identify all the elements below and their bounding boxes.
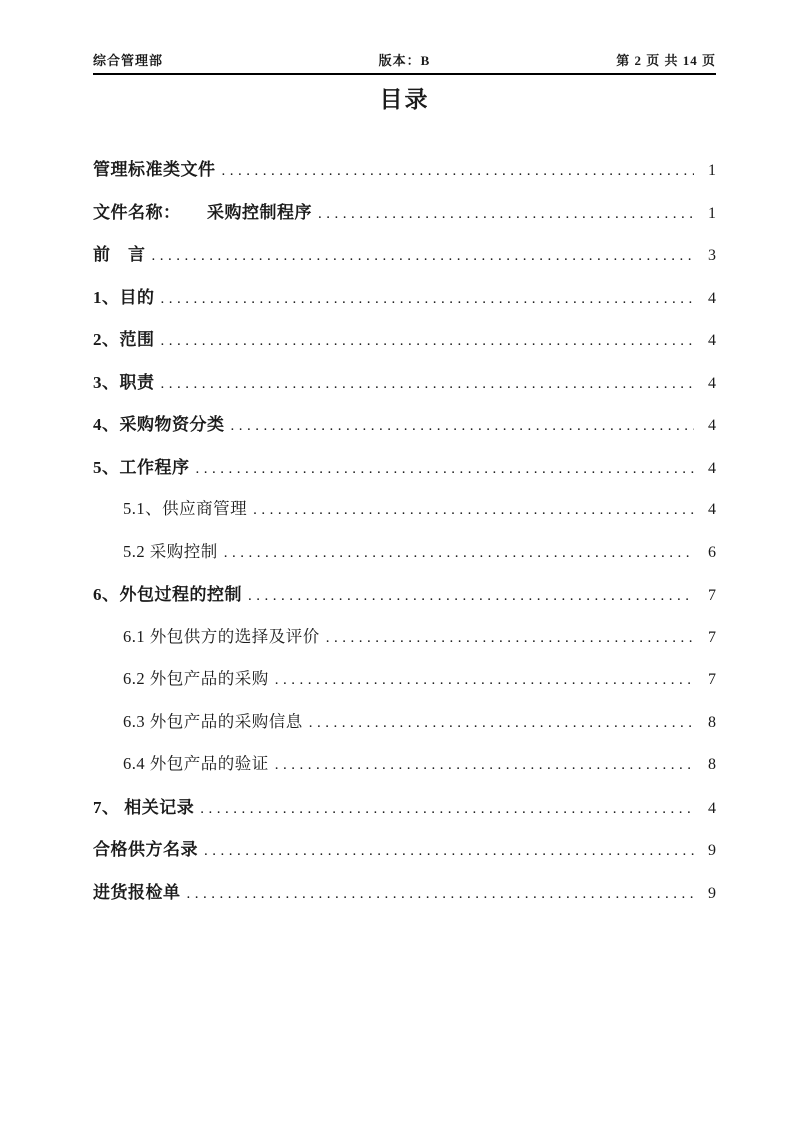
toc-entry[interactable] xyxy=(93,226,716,269)
header-page-indicator: 第 2 页 共 14 页 xyxy=(616,53,717,68)
toc-page-number: 3 xyxy=(708,247,716,264)
toc-entry[interactable] xyxy=(93,651,716,694)
toc-entry-label: 5.2 采购控制 xyxy=(123,541,218,561)
toc-page-number: 7 xyxy=(708,671,716,688)
toc-entry-label: 5.1、供应商管理 xyxy=(123,499,248,518)
header-version: 版本：B xyxy=(378,53,431,68)
toc-page-number: 4 xyxy=(708,289,716,307)
toc-entry-label: 2、范围 xyxy=(93,330,155,349)
toc-entry[interactable] xyxy=(93,481,716,524)
toc-page-number: 9 xyxy=(708,842,716,859)
toc-entry-label: 3、职责 xyxy=(93,372,155,392)
toc-page-number: 4 xyxy=(708,501,716,518)
toc-dot-leader xyxy=(204,843,694,860)
toc-page-number: 6 xyxy=(708,543,716,561)
toc-entry-label: 6.3 外包产品的采购信息 xyxy=(123,711,303,731)
toc-dot-leader xyxy=(161,376,695,393)
toc-page-number: 4 xyxy=(708,332,716,349)
toc-entry[interactable] xyxy=(93,566,716,609)
toc-dot-leader xyxy=(248,588,694,605)
toc-entry[interactable] xyxy=(93,779,716,822)
toc-dot-leader xyxy=(200,801,694,818)
toc-entry[interactable] xyxy=(93,609,716,652)
toc-entry[interactable] xyxy=(93,524,716,567)
toc-entry-label: 1、目的 xyxy=(93,287,155,307)
toc-page-number: 8 xyxy=(708,756,716,773)
page-title: 目录 xyxy=(379,87,430,112)
toc-dot-leader xyxy=(275,672,694,689)
toc-dot-leader xyxy=(275,757,694,774)
toc-page-number: 4 xyxy=(708,417,716,434)
toc-dot-leader xyxy=(326,630,694,647)
toc-page-number: 7 xyxy=(708,628,716,646)
toc-page-number: 8 xyxy=(708,713,716,731)
toc-entry-label: 6、外包过程的控制 xyxy=(93,585,242,604)
toc-dot-leader xyxy=(161,333,695,350)
toc-entry-label: 管理标准类文件 xyxy=(93,160,216,179)
toc-entry-label: 6.2 外包产品的采购 xyxy=(123,669,269,688)
toc-entry[interactable] xyxy=(93,396,716,439)
toc-page-number: 4 xyxy=(708,459,716,477)
toc-page-number: 1 xyxy=(708,162,716,179)
toc-entry[interactable] xyxy=(93,354,716,397)
toc-entry-label: 5、工作程序 xyxy=(93,457,190,477)
toc-entry-label: 文件名称： 采购控制程序 xyxy=(93,202,312,222)
toc-dot-leader xyxy=(187,886,695,903)
toc-dot-leader xyxy=(253,502,694,519)
toc-entry-label: 4、采购物资分类 xyxy=(93,415,225,434)
toc-dot-leader xyxy=(231,418,695,435)
toc-entry[interactable] xyxy=(93,736,716,779)
toc-dot-leader xyxy=(309,715,694,732)
toc-dot-leader xyxy=(196,461,695,478)
toc-dot-leader xyxy=(222,163,695,180)
toc-entry[interactable] xyxy=(93,694,716,737)
toc-entry[interactable] xyxy=(93,184,716,227)
toc-dot-leader xyxy=(161,291,695,308)
toc-page-number: 7 xyxy=(708,587,716,604)
toc-entry[interactable] xyxy=(93,141,716,184)
toc-page-number: 4 xyxy=(708,374,716,392)
toc-entry-label: 6.1 外包供方的选择及评价 xyxy=(123,626,320,646)
toc-entry-label: 7、 相关记录 xyxy=(93,797,195,817)
toc-entry-label: 进货报检单 xyxy=(93,882,181,902)
toc-dot-leader xyxy=(152,248,695,265)
toc-page-number: 1 xyxy=(708,204,716,222)
toc-dot-leader xyxy=(318,206,694,223)
toc-page-number: 4 xyxy=(708,799,716,817)
header-department: 综合管理部 xyxy=(93,53,164,68)
toc-dot-leader xyxy=(224,545,694,562)
toc-entry-label: 前 言 xyxy=(93,245,146,264)
toc-entry[interactable] xyxy=(93,269,716,312)
toc-entry[interactable] xyxy=(93,864,716,907)
toc-list xyxy=(93,141,716,906)
toc-entry[interactable] xyxy=(93,821,716,864)
toc-entry[interactable] xyxy=(93,439,716,482)
toc-entry[interactable] xyxy=(93,311,716,354)
page-header xyxy=(93,50,716,75)
toc-page-number: 9 xyxy=(708,884,716,902)
toc-entry-label: 6.4 外包产品的验证 xyxy=(123,754,269,773)
toc-entry-label: 合格供方名录 xyxy=(93,840,198,859)
